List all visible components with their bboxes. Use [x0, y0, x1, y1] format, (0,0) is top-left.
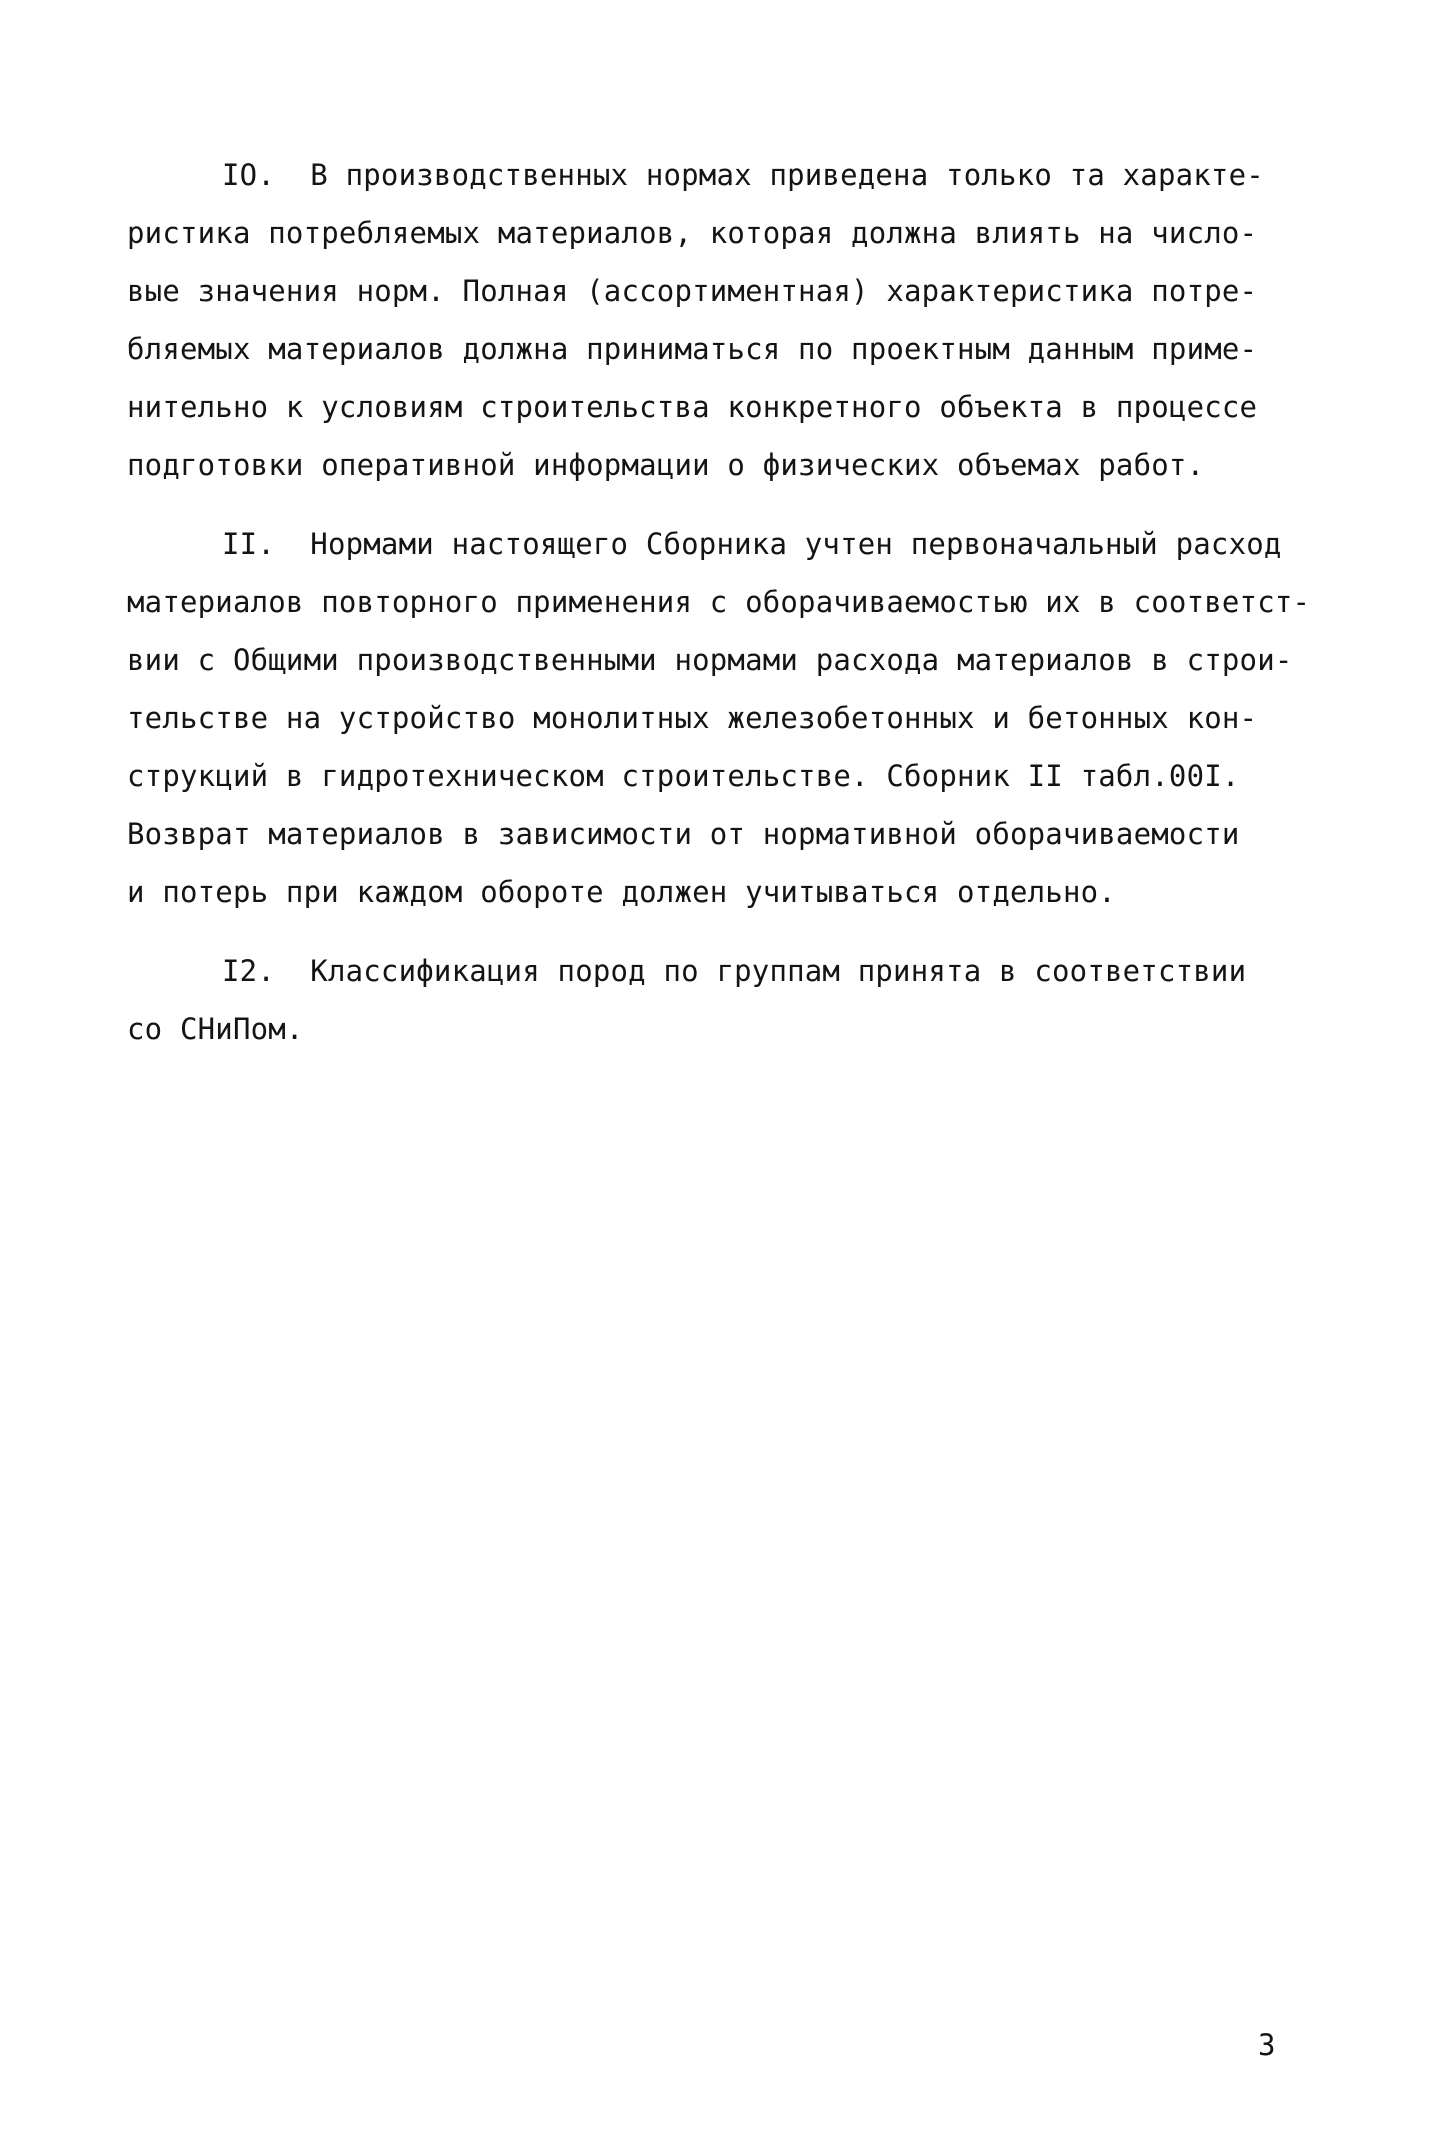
- paragraph-11-line-4: тельстве на устройство монолитных железобетонных и бетонных кон-: [127, 701, 1258, 735]
- paragraph-11-line-5: струкций в гидротехническом строительстве. Сборник II табл.00I.: [127, 759, 1240, 793]
- paragraph-11-line-7: и потерь при каждом обороте должен учитываться отдельно.: [127, 875, 1116, 909]
- paragraph-10-line-1: IO. В производственных нормах приведена только та характе-: [222, 158, 1264, 192]
- paragraph-11-line-3: вии с Общими производственными нормами расхода материалов в строи-: [127, 643, 1293, 677]
- paragraph-10-line-6: подготовки оперативной информации о физических объемах работ.: [127, 448, 1205, 482]
- paragraph-10-line-5: нительно к условиям строительства конкретного объекта в процессе: [127, 390, 1258, 424]
- paragraph-11-line-1: II. Нормами настоящего Сборника учтен первоначальный расход: [222, 527, 1282, 561]
- paragraph-11-line-2: материалов повторного применения с оборачиваемостью их в соответст-: [127, 585, 1311, 619]
- paragraph-11-line-6: Возврат материалов в зависимости от нормативной оборачиваемости: [127, 817, 1240, 851]
- page-number: 3: [1258, 2028, 1276, 2062]
- paragraph-12-line-1: I2. Классификация пород по группам принята в соответствии: [222, 954, 1247, 988]
- paragraph-10-line-4: бляемых материалов должна приниматься по проектным данным приме-: [127, 332, 1258, 366]
- paragraph-10-line-3: вые значения норм. Полная (ассортиментная) характеристика потре-: [127, 274, 1258, 308]
- paragraph-12-line-2: со СНиПом.: [127, 1012, 304, 1046]
- paragraph-10-line-2: ристика потребляемых материалов, которая должна влиять на число-: [127, 216, 1258, 250]
